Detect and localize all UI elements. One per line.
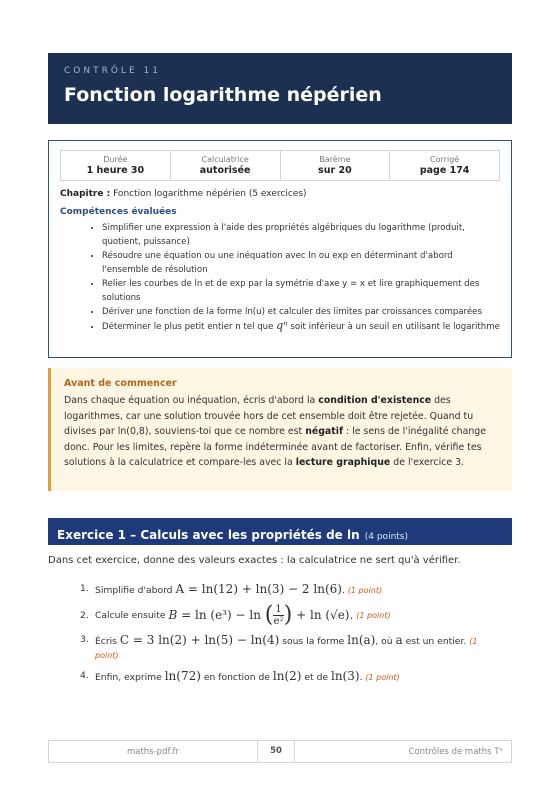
meta-duree: Durée 1 heure 30 [61, 151, 171, 180]
page-number: 50 [257, 741, 295, 762]
info-box [48, 140, 512, 358]
points-label: (1 point) [347, 586, 383, 595]
meta-table [60, 150, 500, 181]
footer-site: maths-pdf.fr [126, 746, 180, 757]
question-list [80, 582, 480, 691]
question-3: 3. Écris C = 3 ln(2) + ln(5) − ln(4) sous la forme ln(a), où a est un entier. (1 point) [80, 633, 478, 660]
exercise-intro: Dans cet exercice, donne des valeurs exactes : la calculatrice ne sert qu'à vérifier. [48, 555, 461, 566]
list-item: • Résoudre une équation ou une inéquation avec ln ou exp en déterminant d'abord l'ensemble de résolution [102, 249, 500, 277]
control-label: CONTRÔLE 11 [64, 66, 161, 76]
question-4: 4. Enfin, exprime ln(72) en fonction de ln(2) et de ln(3). (1 point) [80, 669, 400, 683]
meta-bareme: Barème sur 20 [281, 151, 391, 180]
points-label: (1 point) [365, 673, 400, 682]
page-title: Fonction logarithme népérien [64, 84, 382, 106]
points-label: (1 point) [356, 610, 391, 620]
competences-list [60, 221, 500, 334]
math-q-power-n: qⁿ [276, 319, 288, 332]
list-item: • Dériver une fonction de la forme ln(u) et calculer des limites par croissances comparées [102, 305, 500, 319]
question-2: 2. Calcule ensuite B = ln (e³) − ln ( $\frac{1}{\text{e²}}$ ) + ln (√e). (1 point) [80, 602, 391, 628]
exercise-header [48, 518, 512, 545]
list-item: • Déterminer le plus petit entier n tel que qⁿ soit inférieur à un seuil en utilisant le logarithme [102, 319, 500, 334]
math-expression: A = ln(12) + ln(3) − 2 ln(6) [175, 582, 342, 596]
points-label: (1 point) [95, 637, 478, 660]
list-item: • Relier les courbes de ln et de exp par la symétrie d'axe y = x et lire graphiquement des solutions [102, 277, 500, 305]
page-header [48, 53, 512, 124]
note-body: Dans chaque équation ou inéquation, écris d'abord la condition d'existence des logarithmes, car une solution trouvée hors de cet ensemble doit être rejetée. Quand tu divises par ln(0,8), souviens-toi que ce nombre est négatif : le sens de l'inégalité change donc. Pour les limites, repère la forme indéterminée avant de factoriser. Enfin, vérifie tes solutions à la calculatrice et compare-les avec la lecture graphique de l'exercice 3. [64, 395, 486, 468]
footer-series: Contrôles de maths Tᵉ [408, 746, 503, 757]
math-expression-b: B = ln (e³) − ln ( $\frac{1}{\text{e²}}$ ) + ln (√e). [168, 602, 354, 628]
question-1: 1. Simplifie d'abord A = ln(12) + ln(3) − 2 ln(6). (1 point) [80, 582, 383, 596]
page-footer [48, 740, 512, 763]
exercise-points: (4 points) [364, 532, 409, 542]
note-box [48, 368, 512, 491]
meta-calculatrice: Calculatrice autorisée [171, 151, 281, 180]
chapter-line: Chapitre : Fonction logarithme népérien (5 exercices) [60, 189, 307, 199]
note-title: Avant de commencer [64, 378, 177, 389]
list-item: • Simplifier une expression à l'aide des propriétés algébriques du logarithme (produit, quotient, puissance) [102, 221, 500, 249]
exercise-title: Exercice 1 – Calculs avec les propriétés de ln [57, 528, 360, 542]
meta-corrige: Corrigé page 174 [419, 155, 470, 176]
competences-title: Compétences évaluées [60, 207, 177, 217]
